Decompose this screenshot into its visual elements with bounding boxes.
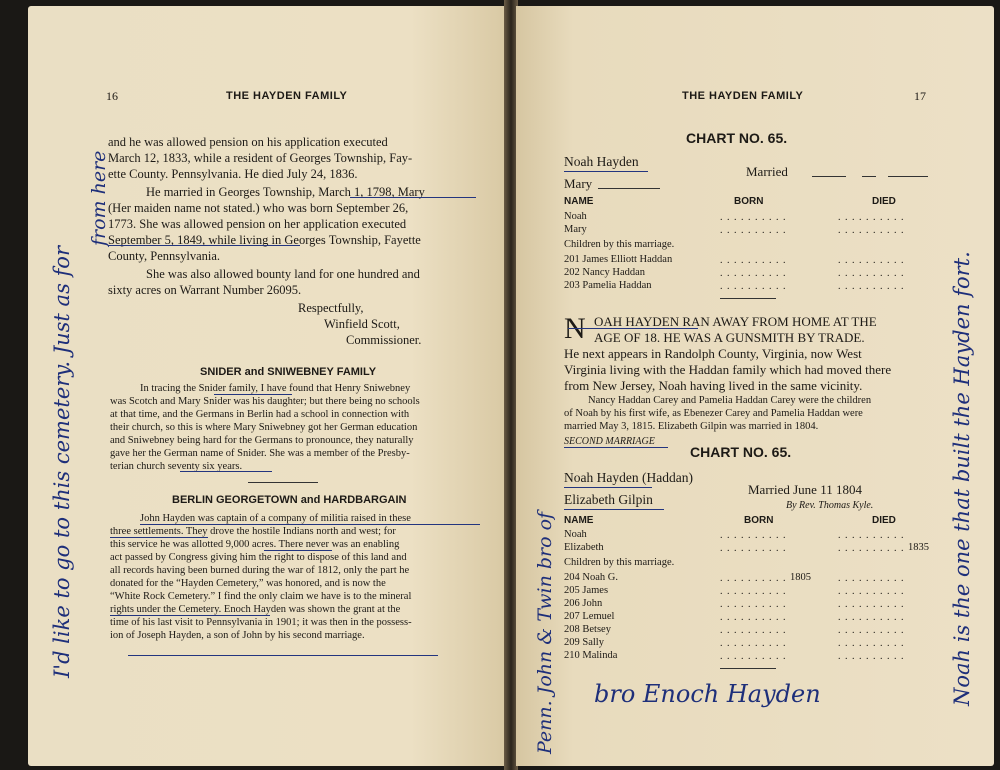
died-dots: . . . . . . . . . . — [838, 543, 905, 554]
child-name: 205 James — [564, 585, 609, 596]
text-line: County, Pennsylvania. — [108, 249, 221, 263]
text-line: March 12, 1833, while a resident of Georges Township, Fay- — [108, 151, 413, 165]
person-name: Noah — [564, 529, 587, 540]
handwritten-underline — [110, 537, 208, 538]
born-dots: . . . . . . . . . . — [720, 625, 787, 636]
officiant-line: By Rev. Thomas Kyle. — [786, 500, 874, 511]
died-dots: . . . . . . . . . . — [838, 625, 905, 636]
column-header-born: BORN — [734, 196, 764, 207]
handwritten-underline — [564, 487, 652, 488]
left-page — [28, 6, 506, 766]
chart-title: CHART NO. 65. — [686, 130, 788, 146]
handwritten-margin-note: Noah is the one that built the Hayden fort. — [950, 251, 974, 706]
running-head: THE HAYDEN FAMILY — [682, 90, 804, 102]
children-label: Children by this marriage. — [564, 239, 675, 250]
text-line: John Hayden was captain of a company of militia raised in these — [140, 513, 411, 524]
child-name: 208 Betsey — [564, 624, 611, 635]
text-line: from New Jersey, Noah having lived in the same vicinity. — [564, 378, 863, 393]
text-line: act passed by Congress giving him the right to dispose of this land and — [110, 552, 407, 563]
handwritten-underline — [180, 471, 272, 472]
handwritten-underline — [140, 524, 480, 525]
person-name: Noah — [564, 211, 587, 222]
text-line: “White Rock Cemetery.” I find the only claim we have is to the mineral — [110, 591, 412, 602]
died-dots: . . . . . . . . . . — [838, 573, 905, 584]
died-dots: . . . . . . . . . . — [838, 281, 905, 292]
section-title: SNIDER and SNIWEBNEY FAMILY — [200, 366, 377, 378]
text-line: She was also allowed bounty land for one hundred and — [146, 267, 420, 281]
text-line: ette County. Pennsylvania. He died July 24, 1836. — [108, 167, 358, 181]
text-line: time of his last visit to Pennsylvania in 1901; it was then in the possess- — [110, 617, 412, 628]
handwritten-underline — [568, 328, 698, 329]
born-dots: . . . . . . . . . . — [720, 586, 787, 597]
born-dots: . . . . . . . . . . — [720, 530, 787, 541]
born-dots: . . . . . . . . . . — [720, 268, 787, 279]
second-marriage-label: SECOND MARRIAGE — [564, 436, 655, 447]
person-name: Mary — [564, 224, 587, 235]
text-line: and he was allowed pension on his application executed — [108, 135, 388, 149]
born-dots: . . . . . . . . . . — [720, 225, 787, 236]
husband-name: Noah Hayden — [564, 154, 639, 169]
handwritten-note: bro Enoch Hayden — [594, 680, 821, 708]
child-name: 204 Noah G. — [564, 572, 618, 583]
born-dots: . . . . . . . . . . — [720, 638, 787, 649]
text-line: September 5, 1849, while living in Georges Township, Fayette — [108, 233, 421, 247]
divider — [720, 668, 776, 669]
handwritten-underline — [108, 245, 300, 246]
child-name: 207 Lemuel — [564, 611, 615, 622]
text-line: terian church seventy six years. — [110, 461, 243, 472]
handwritten-underline — [110, 615, 270, 616]
handwritten-underline — [564, 447, 668, 448]
text-line: three settlements. They drove the hostile Indians north and west; for — [110, 526, 396, 537]
born-dots: . . . . . . . . . . — [720, 651, 787, 662]
died-dots: . . . . . . . . . . — [838, 212, 905, 223]
died-dots: . . . . . . . . . . — [838, 255, 905, 266]
child-name: 203 Pamelia Haddan — [564, 280, 652, 291]
wife-name: Elizabeth Gilpin — [564, 492, 653, 507]
child-name: 209 Sally — [564, 637, 604, 648]
died-dots: . . . . . . . . . . — [838, 586, 905, 597]
handwritten-underline — [214, 394, 292, 395]
column-header-died: DIED — [872, 515, 896, 526]
column-header-name: NAME — [564, 196, 594, 207]
born-dots: . . . . . . . . . . — [720, 612, 787, 623]
blank-line — [862, 176, 876, 177]
text-line: of Noah by his first wife, as Ebenezer Carey and Pamelia Haddan were — [564, 408, 863, 419]
wife-name: Mary — [564, 176, 593, 191]
section-title: BERLIN GEORGETOWN and HARDBARGAIN — [172, 494, 407, 506]
child-name: 210 Malinda — [564, 650, 618, 661]
handwritten-margin-note: Penn. John & Twin bro of — [534, 511, 556, 754]
children-label: Children by this marriage. — [564, 557, 675, 568]
born-dots: . . . . . . . . . . — [720, 281, 787, 292]
signoff-line: Commissioner. — [346, 333, 422, 347]
text-line: rights under the Cemetery. Enoch Hayden was shown the grant at the — [110, 604, 401, 615]
text-line: In tracing the Snider family, I have found that Henry Sniwebney — [140, 383, 411, 394]
text-line: at that time, and the Germans in Berlin had a school in connection with — [110, 409, 410, 420]
born-dots: . . . . . . . . . . — [720, 255, 787, 266]
column-header-died: DIED — [872, 196, 896, 207]
birth-year: 1805 — [790, 572, 811, 583]
text-line: AGE OF 18. HE WAS A GUNSMITH BY TRADE. — [594, 330, 865, 345]
died-dots: . . . . . . . . . . — [838, 638, 905, 649]
text-line: this service he was allotted 9,000 acres. There never was an enabling — [110, 539, 400, 550]
born-dots: . . . . . . . . . . — [720, 212, 787, 223]
handwritten-underline — [350, 197, 476, 198]
page-number: 16 — [106, 89, 118, 103]
text-line: donated for the “Hayden Cemetery,” was honored, and is now the — [110, 578, 386, 589]
handwritten-margin-note: from here — [88, 150, 110, 246]
text-line: and Sniwebney being hard for the Germans to pronounce, they naturally — [110, 435, 414, 446]
died-dots: . . . . . . . . . . — [838, 225, 905, 236]
handwritten-underline — [264, 550, 332, 551]
text-line: their church, so this is where Mary Sniwebney got her German education — [110, 422, 418, 433]
born-dots: . . . . . . . . . . — [720, 543, 787, 554]
column-header-born: BORN — [744, 515, 774, 526]
right-page — [516, 6, 994, 766]
blank-line — [888, 176, 928, 177]
handwritten-underline — [564, 171, 648, 172]
married-label: Married — [746, 164, 788, 179]
died-dots: . . . . . . . . . . — [838, 651, 905, 662]
text-line: Virginia living with the Haddan family which had moved there — [564, 362, 892, 377]
text-line: gave her the German name of Snider. She was a member of the Presby- — [110, 448, 410, 459]
child-name: 201 James Elliott Haddan — [564, 254, 673, 265]
child-name: 202 Nancy Haddan — [564, 267, 646, 278]
death-year: 1835 — [908, 542, 929, 553]
drop-cap: N — [564, 312, 586, 345]
text-line: ion of Joseph Hayden, a son of John by his second marriage. — [110, 630, 365, 641]
died-dots: . . . . . . . . . . — [838, 530, 905, 541]
blank-line — [598, 188, 660, 189]
married-label: Married June 11 1804 — [748, 482, 862, 497]
text-line: was Scotch and Mary Snider was his daughter; but there being no schools — [110, 396, 420, 407]
text-line: (Her maiden name not stated.) who was born September 26, — [108, 201, 409, 215]
handwritten-underline — [128, 655, 438, 656]
divider — [248, 482, 318, 483]
signoff-line: Respectfully, — [298, 301, 364, 315]
child-name: 206 John — [564, 598, 603, 609]
born-dots: . . . . . . . . . . — [720, 599, 787, 610]
died-dots: . . . . . . . . . . — [838, 599, 905, 610]
text-line: He married in Georges Township, March 1, 1798, Mary — [146, 185, 425, 199]
born-dots: . . . . . . . . . . — [720, 573, 787, 584]
text-line: OAH HAYDEN RAN AWAY FROM HOME AT THE — [594, 314, 877, 329]
text-line: all records having been burned during the war of 1812, only the part he — [110, 565, 410, 576]
signoff-line: Winfield Scott, — [324, 317, 400, 331]
person-name: Elizabeth — [564, 542, 604, 553]
text-line: He next appears in Randolph County, Virginia, now West — [564, 346, 862, 361]
chart-title: CHART NO. 65. — [690, 444, 792, 460]
died-dots: . . . . . . . . . . — [838, 612, 905, 623]
husband-name: Noah Hayden (Haddan) — [564, 470, 693, 485]
handwritten-margin-note: I'd like to go to this cemetery. Just as for — [50, 246, 74, 678]
text-line: married May 3, 1815. Elizabeth Gilpin was married in 1804. — [564, 421, 819, 432]
column-header-name: NAME — [564, 515, 594, 526]
text-line: sixty acres on Warrant Number 26095. — [108, 283, 302, 297]
text-line: 1773. She was allowed pension on her application executed — [108, 217, 407, 231]
blank-line — [812, 176, 846, 177]
divider — [720, 298, 776, 299]
page-number: 17 — [914, 89, 926, 103]
text-line: Nancy Haddan Carey and Pamelia Haddan Carey were the children — [588, 395, 872, 406]
running-head: THE HAYDEN FAMILY — [226, 90, 348, 102]
died-dots: . . . . . . . . . . — [838, 268, 905, 279]
handwritten-underline — [564, 509, 664, 510]
